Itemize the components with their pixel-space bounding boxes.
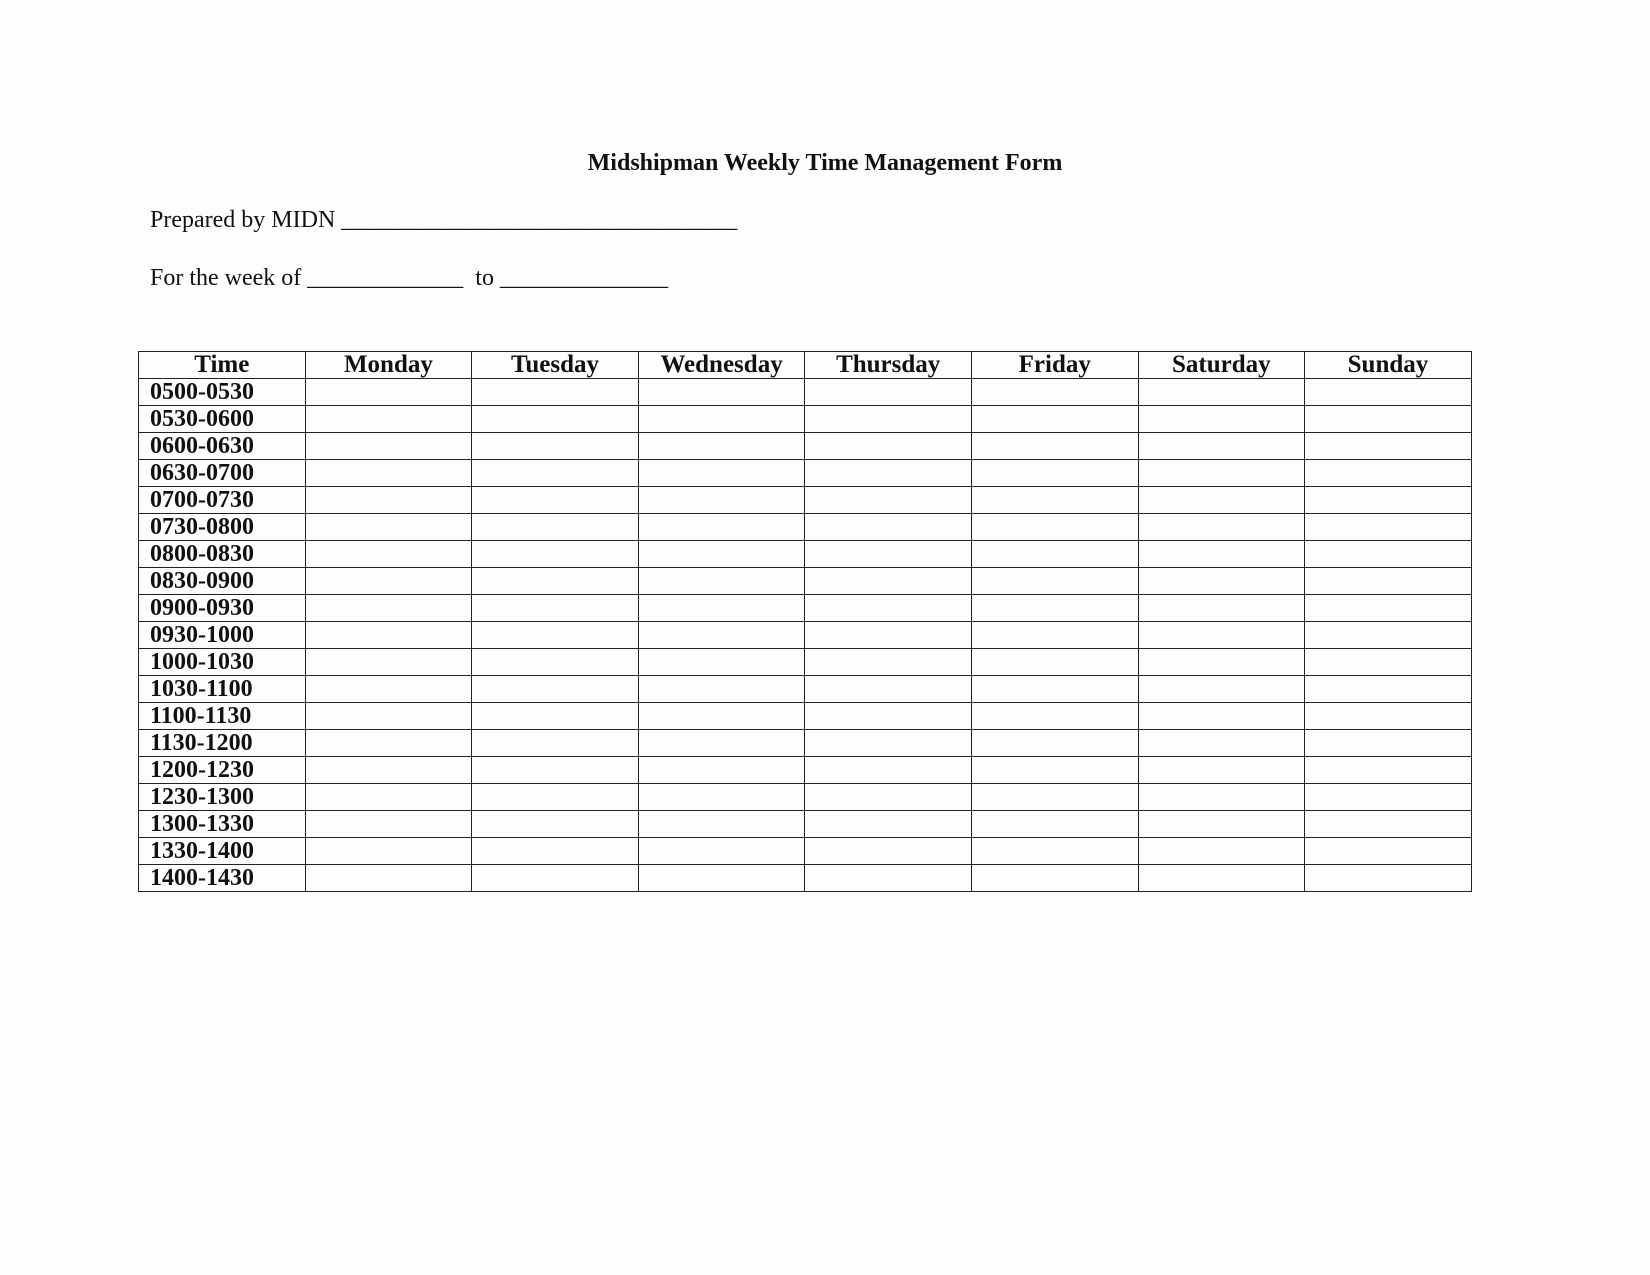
tuesday-entry-cell[interactable] bbox=[472, 838, 639, 865]
tuesday-entry-cell[interactable] bbox=[472, 865, 639, 892]
wednesday-entry-cell[interactable] bbox=[638, 595, 805, 622]
table-row bbox=[139, 838, 1472, 865]
sunday-entry-cell[interactable] bbox=[1305, 406, 1472, 433]
thursday-entry-cell[interactable] bbox=[805, 649, 972, 676]
friday-entry-cell[interactable] bbox=[971, 379, 1138, 406]
saturday-entry-cell[interactable] bbox=[1138, 514, 1305, 541]
sunday-entry-cell[interactable] bbox=[1305, 676, 1472, 703]
friday-entry-cell[interactable] bbox=[971, 730, 1138, 757]
header-thursday: Thursday bbox=[805, 352, 972, 379]
wednesday-entry-cell[interactable] bbox=[638, 865, 805, 892]
saturday-entry-cell[interactable] bbox=[1138, 703, 1305, 730]
tuesday-entry-cell[interactable] bbox=[472, 595, 639, 622]
monday-entry-cell[interactable] bbox=[305, 541, 472, 568]
header-saturday: Saturday bbox=[1138, 352, 1305, 379]
thursday-entry-cell[interactable] bbox=[805, 703, 972, 730]
monday-entry-cell[interactable] bbox=[305, 514, 472, 541]
time-slot-cell: 0900-0930 bbox=[139, 595, 306, 622]
sunday-entry-cell[interactable] bbox=[1305, 811, 1472, 838]
saturday-entry-cell[interactable] bbox=[1138, 487, 1305, 514]
time-slot-cell: 0800-0830 bbox=[139, 541, 306, 568]
wednesday-entry-cell[interactable] bbox=[638, 514, 805, 541]
thursday-entry-cell[interactable] bbox=[805, 487, 972, 514]
table-row bbox=[139, 568, 1472, 595]
time-slot-cell: 1130-1200 bbox=[139, 730, 306, 757]
wednesday-entry-cell[interactable] bbox=[638, 487, 805, 514]
table-row bbox=[139, 649, 1472, 676]
monday-entry-cell[interactable] bbox=[305, 595, 472, 622]
table-row bbox=[139, 541, 1472, 568]
header-monday: Monday bbox=[305, 352, 472, 379]
friday-entry-cell[interactable] bbox=[971, 838, 1138, 865]
thursday-entry-cell[interactable] bbox=[805, 811, 972, 838]
saturday-entry-cell[interactable] bbox=[1138, 622, 1305, 649]
wednesday-entry-cell[interactable] bbox=[638, 676, 805, 703]
time-slot-cell: 0730-0800 bbox=[139, 514, 306, 541]
header-sunday: Sunday bbox=[1305, 352, 1472, 379]
sunday-entry-cell[interactable] bbox=[1305, 433, 1472, 460]
thursday-entry-cell[interactable] bbox=[805, 460, 972, 487]
thursday-entry-cell[interactable] bbox=[805, 865, 972, 892]
wednesday-entry-cell[interactable] bbox=[638, 838, 805, 865]
wednesday-entry-cell[interactable] bbox=[638, 622, 805, 649]
sunday-entry-cell[interactable] bbox=[1305, 784, 1472, 811]
tuesday-entry-cell[interactable] bbox=[472, 757, 639, 784]
time-slot-cell: 1300-1330 bbox=[139, 811, 306, 838]
thursday-entry-cell[interactable] bbox=[805, 730, 972, 757]
monday-entry-cell[interactable] bbox=[305, 568, 472, 595]
wednesday-entry-cell[interactable] bbox=[638, 703, 805, 730]
saturday-entry-cell[interactable] bbox=[1138, 541, 1305, 568]
sunday-entry-cell[interactable] bbox=[1305, 838, 1472, 865]
time-slot-cell: 0630-0700 bbox=[139, 460, 306, 487]
tuesday-entry-cell[interactable] bbox=[472, 460, 639, 487]
friday-entry-cell[interactable] bbox=[971, 622, 1138, 649]
schedule-body bbox=[139, 379, 1472, 892]
time-slot-cell: 1200-1230 bbox=[139, 757, 306, 784]
time-slot-cell: 0500-0530 bbox=[139, 379, 306, 406]
week-of-line[interactable]: For the week of _____________ to ______________ bbox=[150, 265, 668, 291]
tuesday-entry-cell[interactable] bbox=[472, 676, 639, 703]
wednesday-entry-cell[interactable] bbox=[638, 379, 805, 406]
header-time: Time bbox=[139, 352, 306, 379]
table-row bbox=[139, 487, 1472, 514]
sunday-entry-cell[interactable] bbox=[1305, 649, 1472, 676]
time-slot-cell: 1100-1130 bbox=[139, 703, 306, 730]
sunday-entry-cell[interactable] bbox=[1305, 865, 1472, 892]
time-slot-cell: 0530-0600 bbox=[139, 406, 306, 433]
monday-entry-cell[interactable] bbox=[305, 730, 472, 757]
table-row bbox=[139, 757, 1472, 784]
thursday-entry-cell[interactable] bbox=[805, 838, 972, 865]
time-slot-cell: 1030-1100 bbox=[139, 676, 306, 703]
time-slot-cell: 0700-0730 bbox=[139, 487, 306, 514]
saturday-entry-cell[interactable] bbox=[1138, 595, 1305, 622]
tuesday-entry-cell[interactable] bbox=[472, 433, 639, 460]
table-row bbox=[139, 730, 1472, 757]
table-row bbox=[139, 433, 1472, 460]
saturday-entry-cell[interactable] bbox=[1138, 460, 1305, 487]
tuesday-entry-cell[interactable] bbox=[472, 730, 639, 757]
thursday-entry-cell[interactable] bbox=[805, 568, 972, 595]
sunday-entry-cell[interactable] bbox=[1305, 730, 1472, 757]
table-row bbox=[139, 811, 1472, 838]
monday-entry-cell[interactable] bbox=[305, 433, 472, 460]
tuesday-entry-cell[interactable] bbox=[472, 622, 639, 649]
friday-entry-cell[interactable] bbox=[971, 568, 1138, 595]
wednesday-entry-cell[interactable] bbox=[638, 433, 805, 460]
thursday-entry-cell[interactable] bbox=[805, 406, 972, 433]
monday-entry-cell[interactable] bbox=[305, 784, 472, 811]
sunday-entry-cell[interactable] bbox=[1305, 703, 1472, 730]
monday-entry-cell[interactable] bbox=[305, 379, 472, 406]
wednesday-entry-cell[interactable] bbox=[638, 730, 805, 757]
saturday-entry-cell[interactable] bbox=[1138, 568, 1305, 595]
friday-entry-cell[interactable] bbox=[971, 811, 1138, 838]
table-row bbox=[139, 784, 1472, 811]
friday-entry-cell[interactable] bbox=[971, 541, 1138, 568]
thursday-entry-cell[interactable] bbox=[805, 433, 972, 460]
sunday-entry-cell[interactable] bbox=[1305, 595, 1472, 622]
header-tuesday: Tuesday bbox=[472, 352, 639, 379]
time-slot-cell: 1230-1300 bbox=[139, 784, 306, 811]
wednesday-entry-cell[interactable] bbox=[638, 406, 805, 433]
time-slot-cell: 1400-1430 bbox=[139, 865, 306, 892]
wednesday-entry-cell[interactable] bbox=[638, 541, 805, 568]
sunday-entry-cell[interactable] bbox=[1305, 541, 1472, 568]
saturday-entry-cell[interactable] bbox=[1138, 433, 1305, 460]
saturday-entry-cell[interactable] bbox=[1138, 757, 1305, 784]
monday-entry-cell[interactable] bbox=[305, 703, 472, 730]
header-friday: Friday bbox=[971, 352, 1138, 379]
wednesday-entry-cell[interactable] bbox=[638, 460, 805, 487]
monday-entry-cell[interactable] bbox=[305, 865, 472, 892]
table-row bbox=[139, 703, 1472, 730]
saturday-entry-cell[interactable] bbox=[1138, 649, 1305, 676]
sunday-entry-cell[interactable] bbox=[1305, 757, 1472, 784]
sunday-entry-cell[interactable] bbox=[1305, 568, 1472, 595]
tuesday-entry-cell[interactable] bbox=[472, 379, 639, 406]
wednesday-entry-cell[interactable] bbox=[638, 649, 805, 676]
monday-entry-cell[interactable] bbox=[305, 460, 472, 487]
thursday-entry-cell[interactable] bbox=[805, 757, 972, 784]
tuesday-entry-cell[interactable] bbox=[472, 406, 639, 433]
table-row bbox=[139, 460, 1472, 487]
monday-entry-cell[interactable] bbox=[305, 811, 472, 838]
table-row bbox=[139, 676, 1472, 703]
header-row bbox=[139, 352, 1472, 379]
friday-entry-cell[interactable] bbox=[971, 676, 1138, 703]
saturday-entry-cell[interactable] bbox=[1138, 730, 1305, 757]
time-slot-cell: 0830-0900 bbox=[139, 568, 306, 595]
header-wednesday: Wednesday bbox=[638, 352, 805, 379]
friday-entry-cell[interactable] bbox=[971, 433, 1138, 460]
wednesday-entry-cell[interactable] bbox=[638, 568, 805, 595]
time-slot-cell: 1000-1030 bbox=[139, 649, 306, 676]
tuesday-entry-cell[interactable] bbox=[472, 784, 639, 811]
monday-entry-cell[interactable] bbox=[305, 406, 472, 433]
wednesday-entry-cell[interactable] bbox=[638, 784, 805, 811]
friday-entry-cell[interactable] bbox=[971, 757, 1138, 784]
tuesday-entry-cell[interactable] bbox=[472, 487, 639, 514]
time-slot-cell: 0930-1000 bbox=[139, 622, 306, 649]
tuesday-entry-cell[interactable] bbox=[472, 811, 639, 838]
monday-entry-cell[interactable] bbox=[305, 757, 472, 784]
thursday-entry-cell[interactable] bbox=[805, 595, 972, 622]
form-title: Midshipman Weekly Time Management Form bbox=[587, 150, 1063, 176]
saturday-entry-cell[interactable] bbox=[1138, 784, 1305, 811]
friday-entry-cell[interactable] bbox=[971, 406, 1138, 433]
monday-entry-cell[interactable] bbox=[305, 838, 472, 865]
friday-entry-cell[interactable] bbox=[971, 784, 1138, 811]
wednesday-entry-cell[interactable] bbox=[638, 811, 805, 838]
time-slot-cell: 0600-0630 bbox=[139, 433, 306, 460]
table-row bbox=[139, 595, 1472, 622]
tuesday-entry-cell[interactable] bbox=[472, 649, 639, 676]
sunday-entry-cell[interactable] bbox=[1305, 622, 1472, 649]
friday-entry-cell[interactable] bbox=[971, 703, 1138, 730]
friday-entry-cell[interactable] bbox=[971, 595, 1138, 622]
table-row bbox=[139, 406, 1472, 433]
friday-entry-cell[interactable] bbox=[971, 460, 1138, 487]
table-row bbox=[139, 514, 1472, 541]
tuesday-entry-cell[interactable] bbox=[472, 568, 639, 595]
wednesday-entry-cell[interactable] bbox=[638, 757, 805, 784]
sunday-entry-cell[interactable] bbox=[1305, 514, 1472, 541]
friday-entry-cell[interactable] bbox=[971, 514, 1138, 541]
friday-entry-cell[interactable] bbox=[971, 487, 1138, 514]
monday-entry-cell[interactable] bbox=[305, 676, 472, 703]
thursday-entry-cell[interactable] bbox=[805, 784, 972, 811]
saturday-entry-cell[interactable] bbox=[1138, 406, 1305, 433]
time-slot-cell: 1330-1400 bbox=[139, 838, 306, 865]
saturday-entry-cell[interactable] bbox=[1138, 676, 1305, 703]
thursday-entry-cell[interactable] bbox=[805, 676, 972, 703]
thursday-entry-cell[interactable] bbox=[805, 379, 972, 406]
table-row bbox=[139, 865, 1472, 892]
friday-entry-cell[interactable] bbox=[971, 649, 1138, 676]
prepared-by-line[interactable]: Prepared by MIDN _________________________________ bbox=[150, 207, 738, 233]
monday-entry-cell[interactable] bbox=[305, 649, 472, 676]
friday-entry-cell[interactable] bbox=[971, 865, 1138, 892]
tuesday-entry-cell[interactable] bbox=[472, 541, 639, 568]
table-row bbox=[139, 379, 1472, 406]
table-row bbox=[139, 622, 1472, 649]
tuesday-entry-cell[interactable] bbox=[472, 514, 639, 541]
saturday-entry-cell[interactable] bbox=[1138, 838, 1305, 865]
monday-entry-cell[interactable] bbox=[305, 487, 472, 514]
tuesday-entry-cell[interactable] bbox=[472, 703, 639, 730]
saturday-entry-cell[interactable] bbox=[1138, 811, 1305, 838]
sunday-entry-cell[interactable] bbox=[1305, 460, 1472, 487]
saturday-entry-cell[interactable] bbox=[1138, 865, 1305, 892]
sunday-entry-cell[interactable] bbox=[1305, 487, 1472, 514]
monday-entry-cell[interactable] bbox=[305, 622, 472, 649]
thursday-entry-cell[interactable] bbox=[805, 541, 972, 568]
sunday-entry-cell[interactable] bbox=[1305, 379, 1472, 406]
thursday-entry-cell[interactable] bbox=[805, 622, 972, 649]
schedule-table bbox=[138, 351, 1472, 892]
saturday-entry-cell[interactable] bbox=[1138, 379, 1305, 406]
thursday-entry-cell[interactable] bbox=[805, 514, 972, 541]
